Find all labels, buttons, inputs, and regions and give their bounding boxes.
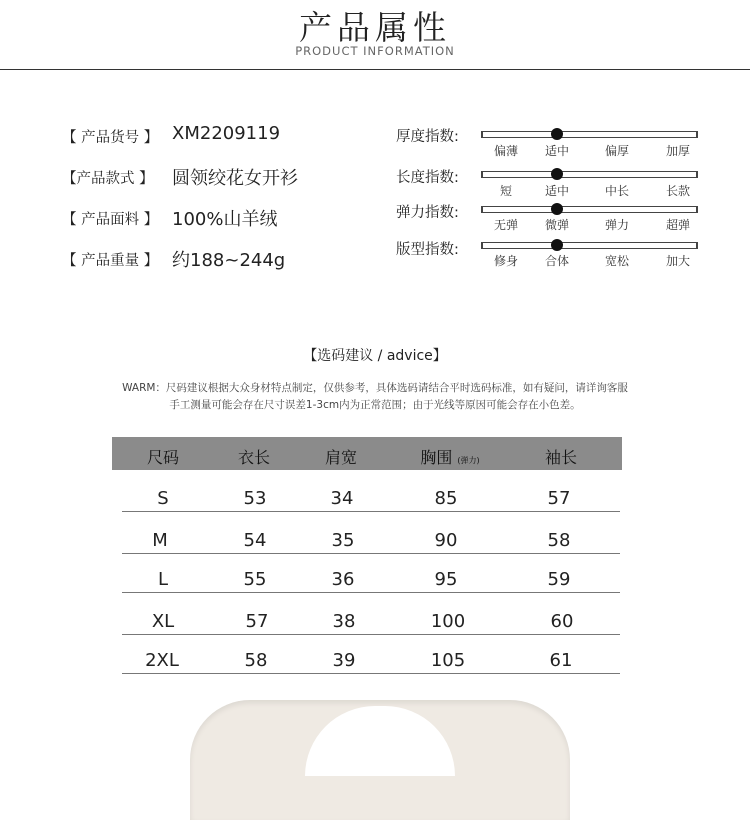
track-tick: [482, 242, 483, 249]
indicator-option: 加厚: [665, 144, 691, 158]
indicator-option: 无弹: [493, 218, 519, 232]
cell-size: M: [152, 530, 168, 551]
cell-chest: 105: [430, 650, 466, 671]
indicator-dot-icon: [551, 128, 563, 140]
cell-sleeve: 58: [547, 530, 571, 551]
track-tick: [696, 206, 697, 213]
indicator-track-length: [481, 171, 698, 178]
indicator-option: 短: [499, 184, 513, 198]
header-shoulder: 肩宽: [324, 448, 358, 467]
info-label-fabric: 【 产品面料 】: [62, 212, 159, 228]
cell-size: XL: [151, 611, 175, 632]
cell-chest: 90: [434, 530, 458, 551]
info-value-style: 圆领绞花女开衫: [172, 168, 298, 189]
page-title: 产品属性: [299, 8, 451, 47]
cell-sleeve: 60: [550, 611, 574, 632]
indicator-label-thickness: 厚度指数:: [396, 129, 459, 145]
indicator-option: 微弹: [544, 218, 570, 232]
cell-shoulder: 35: [331, 530, 355, 551]
page-subtitle: PRODUCT INFORMATION: [295, 44, 455, 58]
track-tick: [696, 242, 697, 249]
indicator-option: 加大: [665, 254, 691, 268]
track-tick: [482, 206, 483, 213]
advice-title: 【选码建议 / advice】: [303, 348, 447, 364]
indicator-label-fit: 版型指数:: [396, 242, 459, 258]
info-label-weight: 【 产品重量 】: [62, 253, 159, 269]
row-divider: [122, 511, 620, 512]
header-chest: [420, 445, 479, 468]
cell-length: 53: [243, 488, 267, 509]
cell-shoulder: 34: [330, 488, 354, 509]
cell-shoulder: 36: [331, 569, 355, 590]
indicator-track-elasticity: [481, 206, 698, 213]
cell-size: 2XL: [145, 650, 179, 671]
cell-chest: 85: [434, 488, 458, 509]
indicator-option: 修身: [493, 254, 519, 268]
indicator-dot-icon: [551, 203, 563, 215]
indicator-label-length: 长度指数:: [396, 170, 459, 186]
cell-length: 57: [245, 611, 269, 632]
indicator-dot-icon: [551, 239, 563, 251]
info-label-style: 【产品款式 】: [62, 171, 154, 187]
cell-length: 54: [243, 530, 267, 551]
track-tick: [482, 171, 483, 178]
cell-sleeve: 59: [547, 569, 571, 590]
indicator-option: 偏薄: [493, 144, 519, 158]
cell-shoulder: 39: [332, 650, 356, 671]
indicator-track-thickness: [481, 131, 698, 138]
cell-chest: 95: [434, 569, 458, 590]
indicator-option: 适中: [544, 144, 570, 158]
indicator-option: 偏厚: [604, 144, 630, 158]
row-divider: [122, 553, 620, 554]
indicator-option: 宽松: [604, 254, 630, 268]
indicator-dot-icon: [551, 168, 563, 180]
row-divider: [122, 592, 620, 593]
indicator-track-fit: [481, 242, 698, 249]
warm-note-line-2: 手工测量可能会存在尺寸误差1-3cm内为正常范围；由于光线等原因可能会存在小色差。: [169, 399, 581, 411]
cell-sleeve: 57: [547, 488, 571, 509]
indicator-option: 合体: [544, 254, 570, 268]
indicator-option: 弹力: [604, 218, 630, 232]
cell-length: 55: [243, 569, 267, 590]
track-tick: [696, 171, 697, 178]
track-tick: [696, 131, 697, 138]
header-chest-note: (弹力): [457, 456, 480, 465]
row-divider: [122, 634, 620, 635]
info-value-item-number: XM2209119: [172, 123, 281, 144]
header-sleeve: 袖长: [544, 448, 578, 467]
cell-chest: 100: [430, 611, 466, 632]
warm-note-line-1: WARM：尺码建议根据大众身材特点制定，仅供参考，具体选码请结合平时选码标准，如有疑问，请详询客服: [122, 382, 628, 394]
indicator-label-elasticity: 弹力指数:: [396, 205, 459, 221]
info-value-weight: 约188~244g: [172, 250, 286, 271]
header-divider: [0, 69, 750, 70]
cell-size: S: [157, 488, 169, 509]
cell-size: L: [157, 569, 169, 590]
cell-sleeve: 61: [549, 650, 573, 671]
indicator-option: 适中: [544, 184, 570, 198]
info-value-fabric: 100%山羊绒: [172, 209, 278, 230]
header-size: 尺码: [146, 448, 180, 467]
indicator-option: 长款: [665, 184, 691, 198]
cell-shoulder: 38: [332, 611, 356, 632]
indicator-option: 中长: [604, 184, 630, 198]
track-tick: [482, 131, 483, 138]
row-divider: [122, 673, 620, 674]
info-label-item-number: 【 产品货号 】: [62, 130, 159, 146]
cell-length: 58: [244, 650, 268, 671]
header-chest-label: 胸围: [420, 448, 453, 467]
header-length: 衣长: [237, 448, 271, 467]
indicator-option: 超弹: [665, 218, 691, 232]
